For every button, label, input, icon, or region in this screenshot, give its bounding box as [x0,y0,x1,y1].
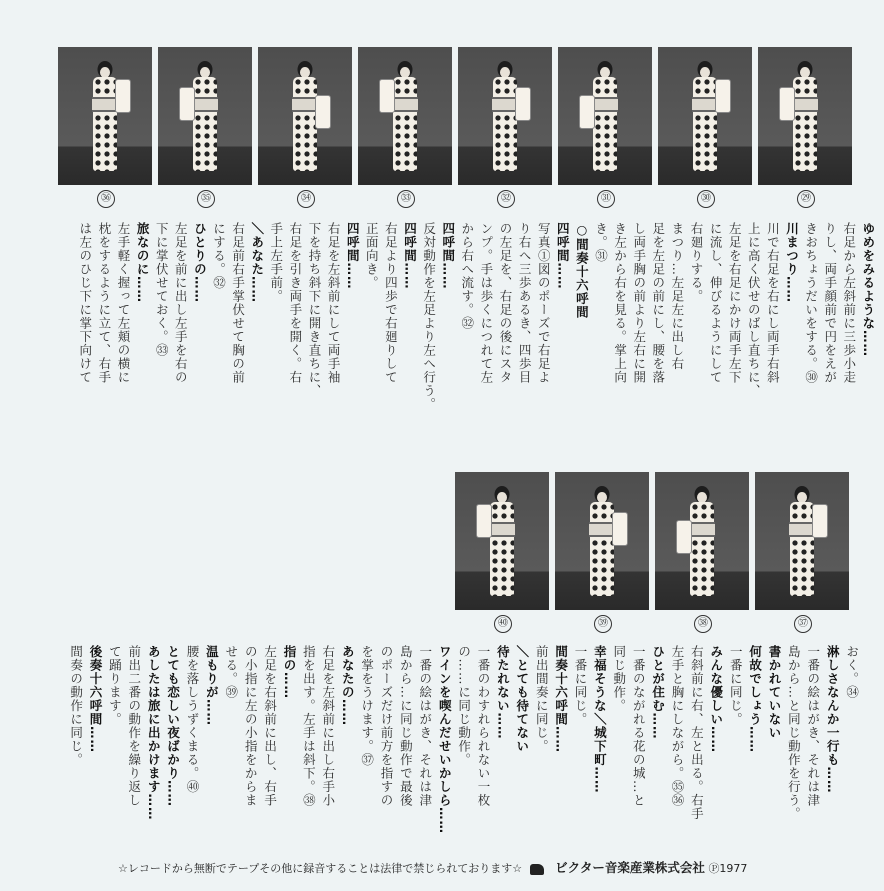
dance-photo [58,47,152,185]
instruction-line: 右足を引き両手を開く。右 [287,222,303,384]
section-heading: ワインを喫んだせいかしら…… [437,645,453,834]
dance-photo [455,472,549,610]
instruction-line: 正面向き。 [364,222,380,290]
instruction-line: 前出二番の動作を繰り返し [126,645,142,807]
dancer-figure [585,61,625,181]
dancer-figure [485,61,525,181]
company-name: ビクター音楽産業株式会社 [555,860,705,875]
instruction-line: 間奏の動作に同じ。 [68,645,84,767]
dance-photo [158,47,252,185]
instruction-line: きおちょうだいをする。㉚ [803,222,819,384]
photo-number: ㉙ [797,190,815,208]
dancer-figure [782,486,822,606]
instruction-line: の……に同じ動作。 [456,645,472,767]
section-heading: 淋しさなんか一行も…… [825,645,841,794]
dancer-figure [385,61,425,181]
instruction-line: 左足を前に出し左手を右の [173,222,189,384]
section-heading: あしたは旅に出かけます…… [146,645,162,821]
copyright-year: Ⓟ1977 [708,862,748,875]
instruction-line: 一番の絵はがき、それは津 [805,645,821,807]
section-heading: あなたの…… [340,645,356,726]
dance-photo [555,472,649,610]
instruction-line: にする。㉜ [211,222,227,290]
instruction-line: 腰を落しうずくまる。㊵ [185,645,200,794]
section-heading: 四呼間…… [402,222,418,290]
photo-number: ㉟ [197,190,215,208]
instruction-line: おく。㉞ [844,645,860,699]
instruction-line: 一番に同じ。 [573,645,588,726]
instruction-line: 右足から左斜前に三歩小走 [841,222,857,384]
section-heading: 四呼間…… [555,222,571,290]
instruction-line: き左から右を見る。掌上向 [612,222,628,384]
dance-photo [558,47,652,185]
instruction-line: 左手と胸にしながら。㉟㊱ [670,645,685,807]
dancer-figure [482,486,522,606]
instruction-line: 右足より四歩で右廻りして [383,222,399,384]
instruction-line: 一番に同じ。 [728,645,744,726]
dancer-figure [685,61,725,181]
instruction-line: 左足を右足にかけ両手左下 [727,222,743,384]
photo-number: ㉜ [497,190,515,208]
section-heading: ひとが住む…… [650,645,666,740]
section-heading: 間奏十六呼間…… [553,645,569,753]
instruction-line: 左手軽く握って左頬の横に [116,222,131,384]
section-heading: 四呼間…… [345,222,361,290]
instruction-line: 一番のわすれられない一枚 [476,645,491,807]
instruction-line: に流し、伸びるようにして [708,222,724,384]
section-heading: みんな優しい…… [708,645,724,753]
dancer-figure [582,486,622,606]
dancer-figure [682,486,722,606]
instruction-line: りし、両手顔前で円をえが [822,222,838,384]
section-heading: 旅なのに…… [135,222,151,303]
instruction-line: 一番の絵はがき、それは津 [417,645,433,807]
instruction-line: 前出間奏に同じ。 [534,645,550,753]
instruction-line: 一番のながれる花の城…と [631,645,647,807]
dancer-figure [285,61,325,181]
section-heading: 書かれていない [767,645,782,740]
instruction-line: 写真①図のポーズで右足よ [536,222,552,384]
dancer-figure [85,61,125,181]
dance-photo [458,47,552,185]
photo-number: ㉛ [597,190,615,208]
instruction-line: を掌をうけます。㊲ [359,645,375,767]
photo-number: ㉞ [297,190,315,208]
dance-photo [655,472,749,610]
instruction-line: し両手胸の前より左右に開 [631,222,647,384]
instruction-line: 左足を右斜前に出し、右手 [262,645,278,807]
section-heading: ゆめをみるような…… [860,222,876,357]
section-heading: ○間奏十六呼間 [574,222,590,319]
instruction-line: せる。㊴ [223,645,239,699]
photo-number: ㉝ [397,190,415,208]
instruction-line: 下を持ち斜下に開き直ちに、 [307,222,322,398]
instruction-line: は左のひじ下に掌下向けて [77,222,93,384]
instruction-line: まつり…左足左に出し右 [669,222,685,371]
section-heading: 何故でしょう…… [747,645,763,753]
instruction-line: き。㉛ [593,222,609,263]
photo-number: ㊵ [494,615,512,633]
section-heading: 温もりが…… [204,645,220,726]
instruction-line: り右へ三歩あるき、四歩目 [517,222,533,384]
instruction-line: て踊ります。 [107,645,123,726]
dance-photo [758,47,852,185]
instruction-line: 右足を左斜前に出し右手小 [320,645,336,807]
instruction-line: 指を出す。左手は斜下。㊳ [301,645,317,807]
section-heading: 四呼間…… [440,222,456,290]
instruction-line: 右廻りする。 [689,222,704,303]
section-heading: ＼とても待てない [514,645,530,753]
dancer-figure [785,61,825,181]
instruction-line: 反対動作を左足より左へ行う。 [421,222,437,411]
instruction-line: 島から…と同じ動作を行う。 [786,645,802,821]
photo-number: ㊳ [694,615,712,633]
footer [118,858,747,876]
section-heading: とても恋しい夜ばかり…… [165,645,181,807]
instruction-line: 足を左足の前にし、腰を落 [650,222,666,384]
section-heading: 指の…… [282,645,297,699]
instruction-line: 川で右足を右にし両手右斜 [765,222,781,384]
section-heading: 後奏十六呼間…… [88,645,103,753]
instruction-line: の左足を、右足の後にスタ [498,222,513,384]
section-heading: ＼あなた…… [249,222,265,303]
dance-photo [755,472,849,610]
photo-number: ㊲ [794,615,812,633]
photo-number: ㉚ [697,190,715,208]
section-heading: 幸福そうな＼城下町…… [592,645,608,794]
dance-photo [258,47,352,185]
instruction-line: 下に掌伏せておく。㉝ [154,222,170,357]
instruction-line: の小指に左の小指をからま [243,645,259,807]
dance-photo [658,47,752,185]
instruction-line: から右へ流す。㉜ [459,222,475,330]
photo-number: ㊱ [97,190,115,208]
instruction-line: 右足を左斜前にして両手袖 [326,222,342,384]
photo-number: ㊴ [594,615,612,633]
copyright-notice: ☆レコードから無断でテープその他に録音することは法律で禁じられております☆ [118,862,523,875]
instruction-line: 島から…に同じ動作で最後 [398,645,414,807]
instruction-line: 右足前右手掌伏せて胸の前 [230,222,246,384]
instruction-line: 手上左手前。 [268,222,284,303]
instruction-line: 枕をするように立て、右手 [96,222,112,384]
dancer-figure [185,61,225,181]
dance-photo [358,47,452,185]
instruction-line: のポーズだけ前方を指すの [379,645,394,807]
section-heading: ひとりの…… [192,222,208,303]
instruction-line: 上に高く伏せのばし直ちに、 [746,222,762,398]
section-heading: 川まつり…… [784,222,800,303]
instruction-line: 右斜前に右、左と出る。右手 [689,645,705,821]
section-heading: 待たれない…… [495,645,511,740]
victor-logo-icon [530,864,544,875]
instruction-line: 同じ動作。 [611,645,627,713]
instruction-line: ンプ。手は歩くにつれて左 [478,222,494,384]
